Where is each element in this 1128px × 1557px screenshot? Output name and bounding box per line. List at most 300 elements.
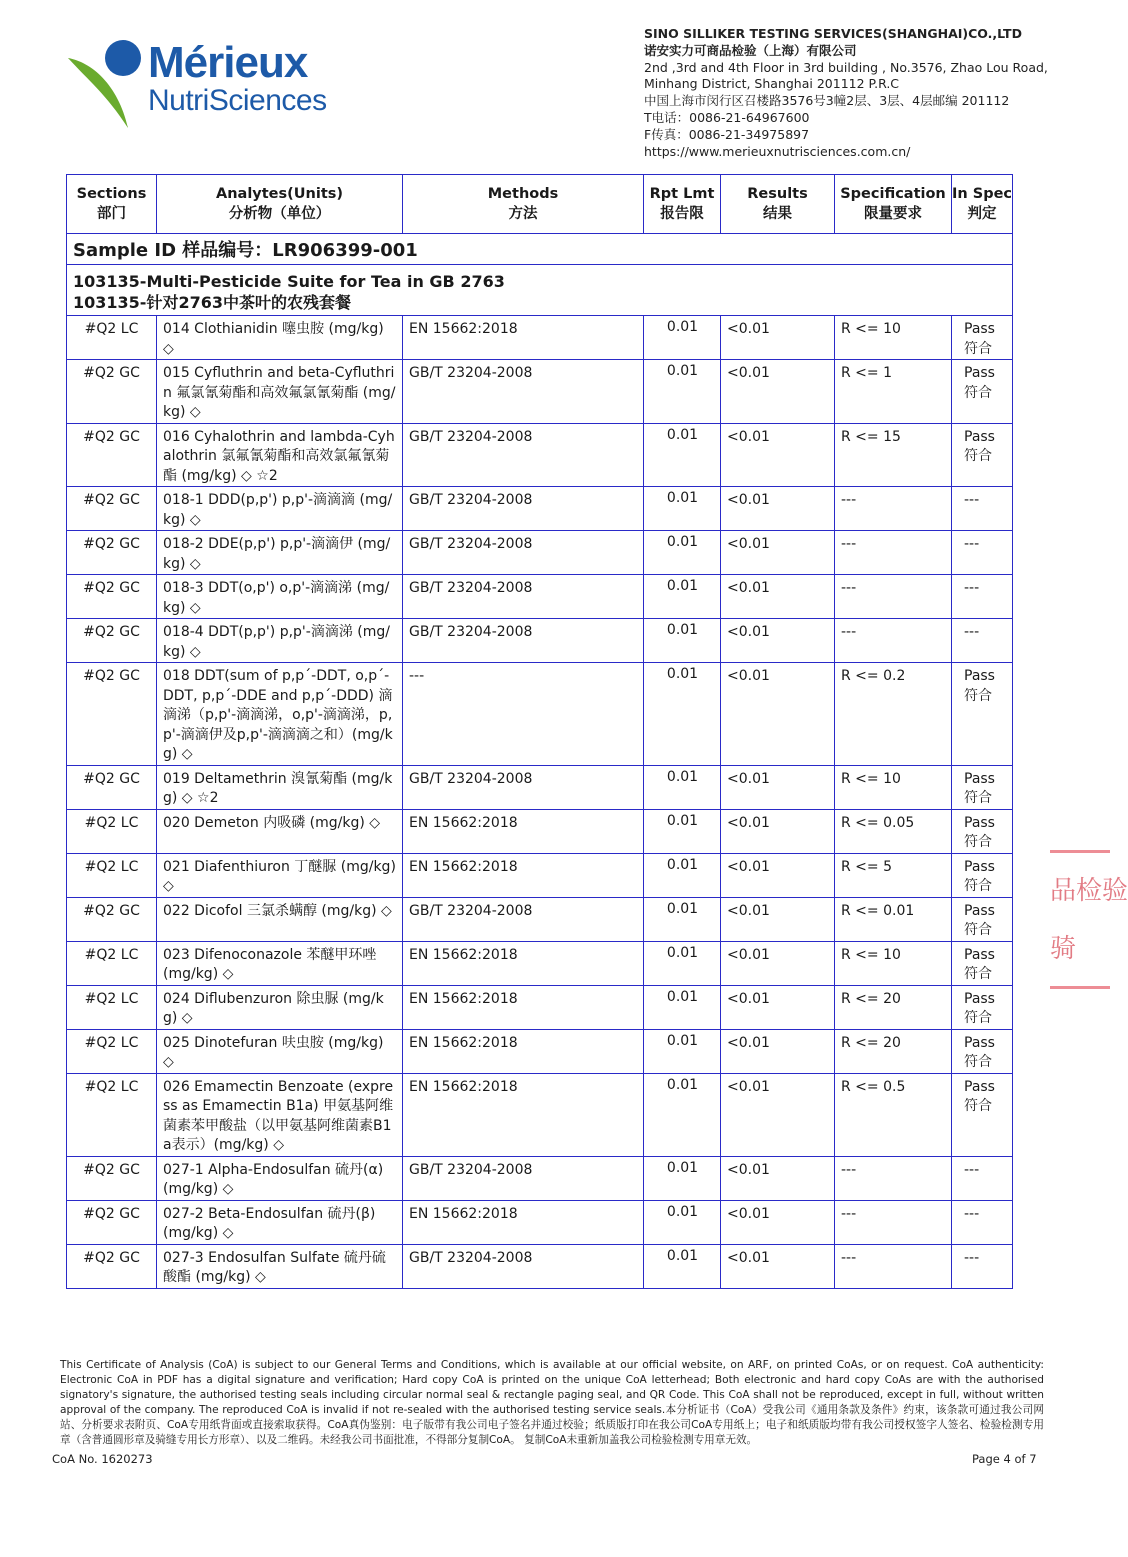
rpt-lmt-cell [644,853,721,897]
method-cell-text: --- [409,668,425,684]
section-cell [67,423,157,487]
rpt-lmt-cell-text: 0.01 [666,1247,699,1264]
result-cell-text: <0.01 [727,536,770,552]
in-spec-cell-text: --- [964,1161,980,1178]
method-cell-text: EN 15662:2018 [409,1205,518,1222]
result-cell [721,1029,835,1073]
method-cell [403,765,644,809]
table-row [67,423,1013,487]
method-cell-text: GB/T 23204-2008 [409,624,533,640]
result-cell-text: <0.01 [727,365,770,381]
table-row [67,1156,1013,1200]
section-cell [67,765,157,809]
in-spec-cell [952,809,1013,853]
section-cell-text: #Q2 GC [83,1205,140,1222]
specification-cell-text: --- [841,624,857,640]
rpt-lmt-cell-text: 0.01 [666,900,699,917]
section-cell-text: #Q2 LC [84,990,139,1007]
method-cell [403,897,644,941]
table-row [67,575,1013,619]
section-cell-text: #Q2 GC [83,624,140,640]
rpt-lmt-cell-text: 0.01 [666,666,699,682]
specification-cell-text: R <= 10 [841,770,901,787]
header-rpt-lmt: Rpt Lmt 报告限 [644,175,721,234]
rpt-lmt-cell [644,423,721,487]
specification-cell [835,809,952,853]
in-spec-cell-text: Pass 符合 [964,668,995,704]
method-cell [403,663,644,766]
analyte-cell [157,663,403,766]
footer-disclaimer: This Certificate of Analysis (CoA) is subject to our General Terms and Conditions, which is available at our official website, on ARF, on printed CoAs, or on request. CoA authenticity: Electronic CoA in PDF has a digital signature and verification; Hard copy CoA is printed on the unique CoA letterhead; Both electronic and hard copy CoAs are with the authorised signatory's signature, the authorised testing seals including circular normal seal & rectangle paging seal, and QR Code. This CoA shall not be reproduced, except in full, without written approval of the company. The reproduced CoA is invalid if not re-sealed with the authorised testing service seals.本分析证书（CoA）受我公司《通用条款及条件》约束，该条款可通过我公司网站、分析要求表附页、CoA专用纸背面或直接索取获得。CoA真伪鉴别：电子版带有我公司电子签名并通过校验；纸质版打印在我公司CoA专用纸上；电子和纸质版均带有我公司授权签字人签名、检验检测专用章（含普通圆形章及骑缝专用长方形章）、以及二维码。未经我公司书面批准，不得部分复制CoA。 复制CoA未重新加盖我公司检验检测专用章无效。 [60,1359,1044,1446]
specification-cell [835,360,952,424]
in-spec-cell-text: --- [964,580,980,596]
analyte-cell [157,619,403,663]
rpt-lmt-cell-text: 0.01 [666,490,699,506]
specification-cell-text: R <= 0.05 [841,814,915,831]
sample-id-row [67,234,1013,265]
rpt-lmt-cell-text: 0.01 [666,363,699,379]
method-cell [403,941,644,985]
suite-row [67,265,1013,316]
analyte-cell-text: 022 Dicofol 三氯杀螨醇 (mg/kg) ◇ [163,902,392,919]
analyte-cell [157,941,403,985]
result-cell-text: <0.01 [727,858,770,875]
analyte-cell-text: 015 Cyfluthrin and beta-Cyfluthrin 氟氯氰菊酯和高效氟氯氰菊酯 (mg/kg) ◇ [163,365,396,420]
specification-cell [835,1244,952,1288]
in-spec-cell [952,853,1013,897]
analyte-cell [157,853,403,897]
section-cell [67,360,157,424]
leaf-logo-icon [66,36,156,131]
analyte-cell [157,531,403,575]
specification-cell [835,619,952,663]
analyte-cell-text: 018-3 DDT(o,p') o,p'-滴滴涕 (mg/kg) ◇ [163,580,390,616]
rpt-lmt-cell [644,1244,721,1288]
section-cell-text: #Q2 GC [83,668,140,684]
in-spec-cell-text: Pass 符合 [964,990,995,1026]
section-cell [67,809,157,853]
section-cell [67,487,157,531]
coa-number: CoA No. 1620273 [52,1452,153,1466]
specification-cell-text: R <= 15 [841,428,901,445]
section-cell-text: #Q2 LC [84,1078,139,1095]
result-cell [721,809,835,853]
method-cell-text: EN 15662:2018 [409,1034,518,1051]
result-cell [721,360,835,424]
analyte-cell-text: 027-2 Beta-Endosulfan 硫丹(β) (mg/kg) ◇ [163,1205,376,1241]
in-spec-cell-text: Pass 符合 [964,858,995,894]
analyte-cell-text: 014 Clothianidin 噻虫胺 (mg/kg) ◇ [163,321,384,357]
specification-cell [835,531,952,575]
section-cell-text: #Q2 GC [83,1161,140,1178]
rpt-lmt-cell [644,985,721,1029]
rpt-lmt-cell-text: 0.01 [666,1159,699,1176]
method-cell-text: GB/T 23204-2008 [409,580,533,596]
seal-text-2: 骑 [1050,934,1077,964]
specification-cell-text: R <= 10 [841,946,901,963]
in-spec-cell [952,1073,1013,1156]
analyte-cell-text: 018-4 DDT(p,p') p,p'-滴滴涕 (mg/kg) ◇ [163,624,390,660]
section-cell [67,985,157,1029]
section-cell-text: #Q2 LC [84,321,139,337]
section-cell [67,897,157,941]
specification-cell-text: R <= 5 [841,858,892,875]
section-cell [67,1073,157,1156]
suite-title [67,265,1013,316]
rpt-lmt-cell [644,531,721,575]
method-cell-text: EN 15662:2018 [409,946,518,963]
table-row [67,531,1013,575]
table-row [67,1073,1013,1156]
result-cell [721,985,835,1029]
specification-cell [835,853,952,897]
rpt-lmt-cell-text: 0.01 [666,319,699,335]
header-results: Results 结果 [721,175,835,234]
method-cell [403,619,644,663]
table-row [67,1029,1013,1073]
result-cell [721,1244,835,1288]
in-spec-cell [952,575,1013,619]
result-cell-text: <0.01 [727,1161,770,1178]
section-cell-text: #Q2 GC [83,770,140,787]
analyte-cell-text: 016 Cyhalothrin and lambda-Cyhalothrin 氯氟氰菊酯和高效氯氟氰菊酯 (mg/kg) ◇ ☆2 [163,428,395,484]
rpt-lmt-cell-text: 0.01 [666,944,699,961]
result-cell-text: <0.01 [727,624,770,640]
rpt-lmt-cell [644,663,721,766]
method-cell [403,575,644,619]
method-cell [403,985,644,1029]
specification-cell [835,1156,952,1200]
specification-cell [835,765,952,809]
analyte-cell-text: 027-1 Alpha-Endosulfan 硫丹(α) (mg/kg) ◇ [163,1161,384,1197]
specification-cell [835,1073,952,1156]
result-cell-text: <0.01 [727,814,770,831]
sample-id: Sample ID 样品编号：LR906399-001 [67,234,1013,265]
analyte-cell [157,985,403,1029]
in-spec-cell [952,1244,1013,1288]
section-cell [67,575,157,619]
analyte-cell [157,1073,403,1156]
analyte-cell [157,487,403,531]
result-cell [721,487,835,531]
analyte-cell [157,316,403,360]
result-cell [721,423,835,487]
table-row [67,663,1013,766]
result-cell [721,1073,835,1156]
section-cell [67,1200,157,1244]
section-cell [67,316,157,360]
section-cell [67,1029,157,1073]
specification-cell-text: R <= 0.01 [841,902,915,919]
in-spec-cell-text: --- [964,1249,980,1266]
rpt-lmt-cell [644,1200,721,1244]
result-cell-text: <0.01 [727,1034,770,1051]
method-cell [403,809,644,853]
method-cell [403,1244,644,1288]
rpt-lmt-cell [644,765,721,809]
method-cell [403,487,644,531]
rpt-lmt-cell-text: 0.01 [666,1076,699,1093]
analyte-cell-text: 018-1 DDD(p,p') p,p'-滴滴滴 (mg/kg) ◇ [163,492,393,528]
in-spec-cell-text: Pass 符合 [964,770,995,806]
specification-cell-text: R <= 0.5 [841,1078,906,1095]
specification-cell [835,316,952,360]
rpt-lmt-cell [644,897,721,941]
logo-subtitle: NutriSciences [148,84,327,117]
analyte-cell-text: 018-2 DDE(p,p') p,p'-滴滴伊 (mg/kg) ◇ [163,536,391,572]
method-cell [403,853,644,897]
company-info [644,26,1084,160]
result-cell [721,897,835,941]
in-spec-cell [952,487,1013,531]
method-cell-text: GB/T 23204-2008 [409,428,533,445]
specification-cell [835,941,952,985]
result-cell [721,941,835,985]
section-cell-text: #Q2 LC [84,858,139,875]
method-cell [403,1073,644,1156]
method-cell [403,1200,644,1244]
result-cell [721,316,835,360]
specification-cell [835,575,952,619]
result-cell [721,765,835,809]
header-analytes: Analytes(Units) 分析物（单位） [157,175,403,234]
rpt-lmt-cell-text: 0.01 [666,1203,699,1220]
analyte-cell [157,1029,403,1073]
analyte-cell [157,1244,403,1288]
method-cell-text: GB/T 23204-2008 [409,902,533,919]
fax: F传真：0086-21-34975897 [644,126,810,142]
rpt-lmt-cell-text: 0.01 [666,622,699,638]
table-row [67,941,1013,985]
specification-cell-text: R <= 20 [841,1034,901,1051]
section-cell-text: #Q2 LC [84,814,139,831]
rpt-lmt-cell-text: 0.01 [666,1032,699,1049]
method-cell-text: EN 15662:2018 [409,990,518,1007]
method-cell-text: EN 15662:2018 [409,858,518,875]
section-cell [67,619,157,663]
section-cell [67,941,157,985]
rpt-lmt-cell [644,316,721,360]
specification-cell [835,1029,952,1073]
section-cell-text: #Q2 GC [83,492,140,508]
rpt-lmt-cell [644,1029,721,1073]
section-cell-text: #Q2 GC [83,536,140,552]
in-spec-cell-text: Pass 符合 [964,902,995,938]
header-specification: Specification 限量要求 [835,175,952,234]
in-spec-cell [952,985,1013,1029]
specification-cell-text: R <= 0.2 [841,668,906,684]
method-cell [403,531,644,575]
method-cell-text: GB/T 23204-2008 [409,770,533,787]
logo-title: Mérieux [148,38,308,87]
in-spec-cell-text: --- [964,536,980,552]
specification-cell-text: --- [841,536,857,552]
section-cell [67,853,157,897]
result-cell [721,619,835,663]
section-cell-text: #Q2 LC [84,1034,139,1051]
table-row [67,985,1013,1029]
address-line-1: 2nd ,3rd and 4th Floor in 3rd building , No.3576, Zhao Lou Road, [644,59,1048,75]
analyte-cell-text: 024 Diflubenzuron 除虫脲 (mg/kg) ◇ [163,990,384,1026]
address-cn: 中国上海市闵行区召楼路3576号3幢2层、3层、4层邮编 201112 [644,93,1010,109]
address-line-2: Minhang District, Shanghai 201112 P.R.C [644,76,900,92]
specification-cell [835,663,952,766]
suite-title-en: 103135-Multi-Pesticide Suite for Tea in GB 2763 [73,272,505,291]
paging-seal [1050,850,1128,990]
in-spec-cell-text: Pass 符合 [964,814,995,850]
page-number: Page 4 of 7 [972,1452,1037,1466]
result-cell [721,575,835,619]
section-cell-text: #Q2 GC [83,428,140,445]
analyte-cell [157,1156,403,1200]
in-spec-cell [952,1200,1013,1244]
method-cell-text: GB/T 23204-2008 [409,492,533,508]
specification-cell-text: --- [841,1249,857,1266]
rpt-lmt-cell [644,619,721,663]
analyte-cell [157,897,403,941]
specification-cell [835,423,952,487]
method-cell-text: GB/T 23204-2008 [409,365,533,381]
header-in-spec: In Spec 判定 [952,175,1013,234]
section-cell [67,663,157,766]
rpt-lmt-cell [644,487,721,531]
table-row [67,897,1013,941]
method-cell [403,1156,644,1200]
in-spec-cell [952,765,1013,809]
analyte-cell-text: 026 Emamectin Benzoate (express as Emamectin B1a) 甲氨基阿维菌素苯甲酸盐（以甲氨基阿维菌素B1a表示）(mg/kg) ◇ [163,1078,394,1153]
table-row [67,809,1013,853]
result-cell-text: <0.01 [727,668,770,684]
table-row [67,360,1013,424]
company-name-en: SINO SILLIKER TESTING SERVICES(SHANGHAI)CO.,LTD [644,26,1022,41]
in-spec-cell [952,941,1013,985]
method-cell-text: GB/T 23204-2008 [409,1249,533,1266]
specification-cell [835,897,952,941]
rpt-lmt-cell-text: 0.01 [666,988,699,1005]
in-spec-cell [952,897,1013,941]
analyte-cell [157,575,403,619]
analyte-cell [157,360,403,424]
result-cell-text: <0.01 [727,990,770,1007]
rpt-lmt-cell-text: 0.01 [666,426,699,443]
specification-cell-text: R <= 1 [841,365,892,381]
in-spec-cell-text: Pass 符合 [964,1034,995,1070]
result-cell-text: <0.01 [727,428,770,445]
result-cell-text: <0.01 [727,321,770,337]
method-cell-text: EN 15662:2018 [409,1078,518,1095]
company-name-cn: 诺安实力可商品检验（上海）有限公司 [644,42,857,58]
table-row [67,853,1013,897]
analyte-cell [157,765,403,809]
phone: T电话：0086-21-64967600 [644,109,810,125]
result-cell [721,663,835,766]
analyte-cell [157,1200,403,1244]
result-cell-text: <0.01 [727,1249,770,1266]
results-table [66,174,1013,1289]
analyte-cell [157,809,403,853]
table-header-row [67,175,1013,234]
specification-cell-text: --- [841,1205,857,1222]
header-sections: Sections 部门 [67,175,157,234]
in-spec-cell [952,316,1013,360]
result-cell-text: <0.01 [727,770,770,787]
in-spec-cell-text: Pass 符合 [964,1078,995,1114]
specification-cell-text: R <= 10 [841,321,901,337]
section-cell [67,1244,157,1288]
website-link[interactable]: https://www.merieuxnutrisciences.com.cn/ [644,143,911,159]
in-spec-cell [952,1029,1013,1073]
result-cell [721,1200,835,1244]
section-cell [67,1156,157,1200]
section-cell-text: #Q2 GC [83,902,140,919]
specification-cell-text: --- [841,580,857,596]
specification-cell-text: R <= 20 [841,990,901,1007]
result-cell-text: <0.01 [727,902,770,919]
result-cell-text: <0.01 [727,492,770,508]
merieux-logo [66,36,346,131]
rpt-lmt-cell [644,809,721,853]
analyte-cell-text: 018 DDT(sum of p,p´-DDT, o,p´-DDT, p,p´-DDE and p,p´-DDD) 滴滴涕（p,p'-滴滴涕，o,p'-滴滴涕，p,p'-滴滴伊及p,p'-滴滴滴之和）(mg/kg) ◇ [163,668,393,762]
result-cell-text: <0.01 [727,1205,770,1222]
method-cell-text: EN 15662:2018 [409,814,518,831]
section-cell-text: #Q2 LC [84,946,139,963]
header-methods: Methods 方法 [403,175,644,234]
in-spec-cell-text: Pass 符合 [964,365,995,401]
table-row [67,487,1013,531]
analyte-cell-text: 027-3 Endosulfan Sulfate 硫丹硫酸酯 (mg/kg) ◇ [163,1249,386,1285]
method-cell [403,360,644,424]
section-cell [67,531,157,575]
section-cell-text: #Q2 GC [83,365,140,381]
table-row [67,619,1013,663]
method-cell [403,423,644,487]
in-spec-cell-text: Pass 符合 [964,428,995,464]
in-spec-cell [952,531,1013,575]
method-cell [403,316,644,360]
method-cell-text: EN 15662:2018 [409,321,518,337]
result-cell-text: <0.01 [727,946,770,963]
table-row [67,1200,1013,1244]
rpt-lmt-cell-text: 0.01 [666,534,699,550]
rpt-lmt-cell-text: 0.01 [666,812,699,829]
specification-cell-text: --- [841,492,857,508]
rpt-lmt-cell [644,575,721,619]
analyte-cell-text: 020 Demeton 内吸磷 (mg/kg) ◇ [163,814,381,831]
rpt-lmt-cell-text: 0.01 [666,578,699,594]
rpt-lmt-cell-text: 0.01 [666,768,699,785]
in-spec-cell [952,423,1013,487]
analyte-cell-text: 019 Deltamethrin 溴氰菊酯 (mg/kg) ◇ ☆2 [163,770,393,806]
in-spec-cell-text: --- [964,1205,980,1222]
table-row [67,1244,1013,1288]
specification-cell-text: --- [841,1161,857,1178]
table-row [67,765,1013,809]
in-spec-cell-text: --- [964,492,980,508]
in-spec-cell [952,663,1013,766]
in-spec-cell-text: --- [964,624,980,640]
rpt-lmt-cell [644,1073,721,1156]
result-cell [721,853,835,897]
section-cell-text: #Q2 GC [83,1249,140,1266]
section-cell-text: #Q2 GC [83,580,140,596]
specification-cell [835,487,952,531]
result-cell-text: <0.01 [727,580,770,596]
rpt-lmt-cell-text: 0.01 [666,856,699,873]
suite-title-cn: 103135-针对2763中茶叶的农残套餐 [73,293,351,312]
seal-text-1: 品检验 [1050,876,1128,906]
method-cell [403,1029,644,1073]
method-cell-text: GB/T 23204-2008 [409,536,533,552]
